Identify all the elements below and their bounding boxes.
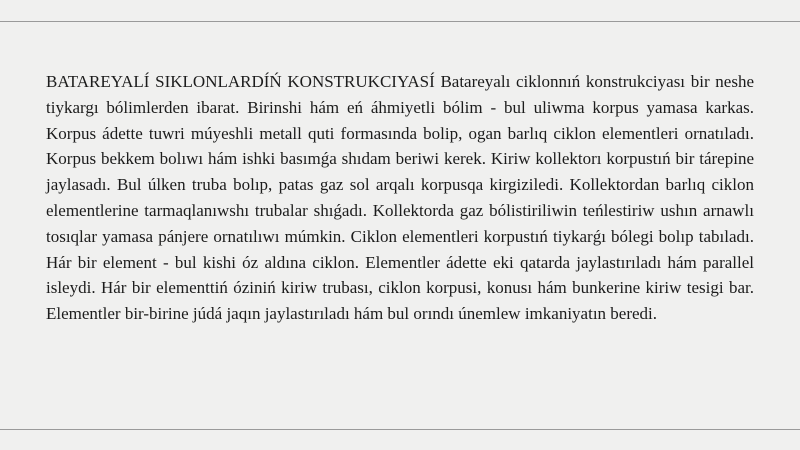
body-text: Batareyalı ciklonnıń konstrukciyası bir neshe tiykargı bólimlerden ibarat. Birinshi hám eń áhmiyetli bólim - bul uliwma korpus yamasa karkas. Korpus ádette tuwri múyeshli metall quti formasında bolip, ogan barlıq ciklon elementleri ornatıladı. Korpus bekkem bolıwı hám ishki basımǵa shıdam beriwi kerek. Kiriw kollektorı korpustıń bir tárepine jaylasadı. Bul úlken truba bolıp, patas gaz sol arqalı korpusqa kirgiziledi. Kollektordan barlıq ciklon elementlerine tarmaqlanıwshı trubalar shıǵadı. Kollektorda gaz bólistiriliwin teńlestiriw ushın arnawlı tosıqlar yamasa pánjere ornatılıwı múmkin. Ciklon elementleri korpustıń tiykarǵı bólegi bolıp tabıladı. Hár bir element - bul kishi óz aldına ciklon. Elementler ádette eki qatarda jaylastırıladı hám parallel isleydi. Hár bir elementtiń óziniń kiriw trubası, ciklon korpusi, konusı hám bunkerine kiriw tesigi bar. Elementler bir-birine júdá jaqın jaylastırıladı hám bul orındı únemlew imkaniyatın beredi. [46, 72, 754, 324]
body-paragraph [46, 69, 754, 327]
bottom-divider [0, 429, 800, 430]
section-heading: BATAREYALÍ SIKLONLARDÍŃ KONSTRUKCIYASÍ [46, 72, 435, 91]
top-divider [0, 21, 800, 22]
